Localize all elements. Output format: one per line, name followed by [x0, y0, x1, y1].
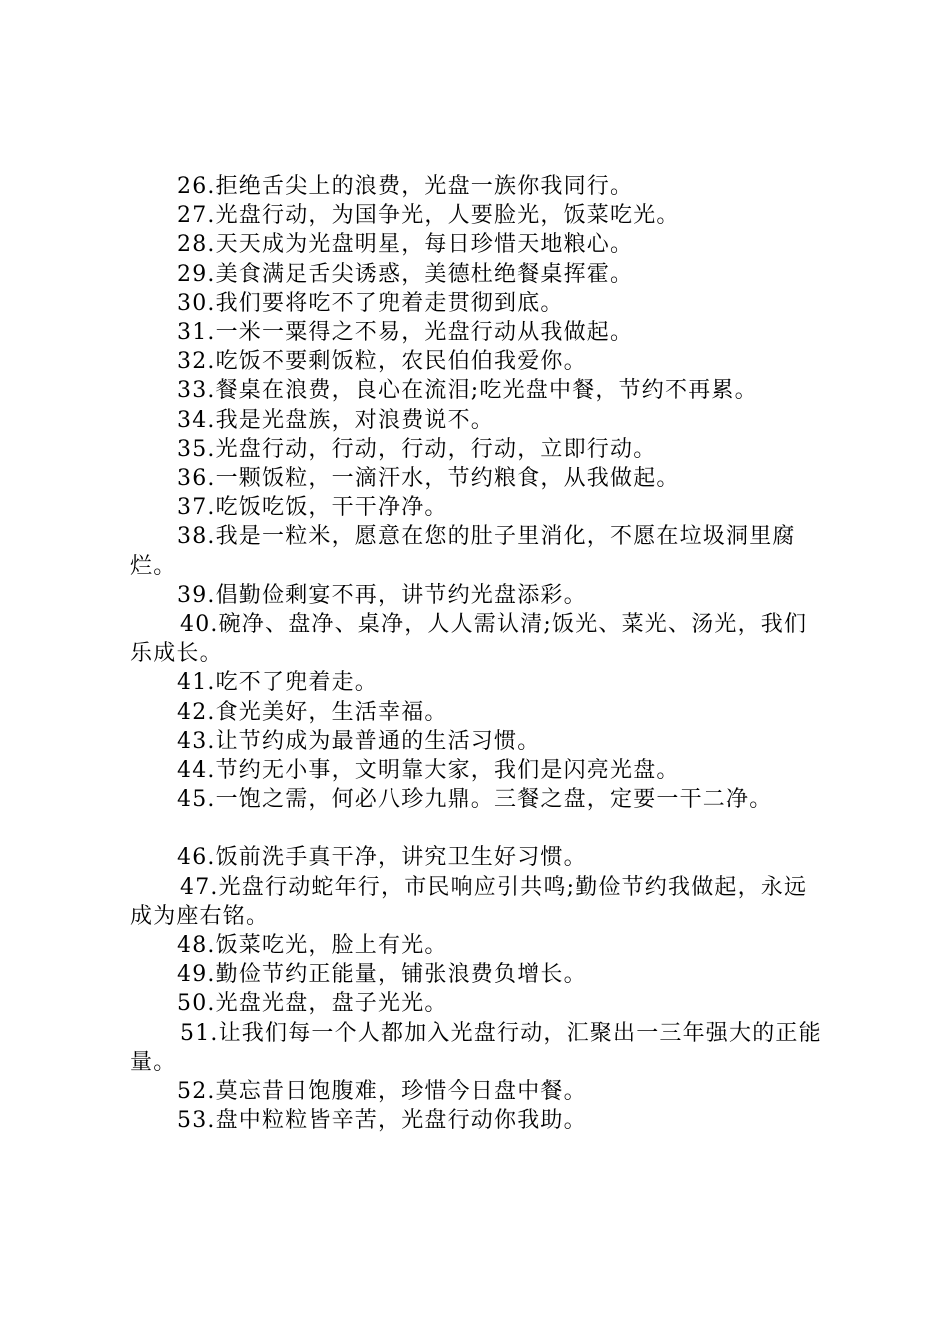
list-item: 34.我是光盘族，对浪费说不。	[177, 407, 494, 433]
list-item: 47.光盘行动蛇年行，市民响应引共鸣;勤俭节约我做起，永远成为座右铭。	[130, 874, 808, 929]
list-item: 39.倡勤俭剩宴不再，讲节约光盘添彩。	[177, 582, 587, 608]
paragraph-gap	[130, 814, 830, 843]
list-item: 38.我是一粒米，愿意在您的肚子里消化，不愿在垃圾洞里腐烂。	[130, 524, 796, 579]
list-item: 31.一米一粟得之不易，光盘行动从我做起。	[177, 320, 634, 346]
list-item: 46.饭前洗手真干净，讲究卫生好习惯。	[177, 845, 587, 871]
list-item: 52.莫忘昔日饱腹难，珍惜今日盘中餐。	[177, 1079, 587, 1105]
list-item: 43.让节约成为最普通的生活习惯。	[177, 728, 541, 754]
list-item: 50.光盘光盘，盘子光光。	[177, 991, 448, 1017]
list-item: 49.勤俭节约正能量，铺张浪费负增长。	[177, 962, 587, 988]
list-item: 40.碗净、盘净、桌净，人人需认清;饭光、菜光、汤光，我们乐成长。	[130, 612, 808, 667]
list-item: 45.一饱之需，何必八珍九鼎。三餐之盘，定要一干二净。	[177, 787, 773, 813]
list-item: 33.餐桌在浪费，良心在流泪;吃光盘中餐，节约不再累。	[177, 378, 758, 404]
list-item: 51.让我们每一个人都加入光盘行动，汇聚出一三年强大的正能量。	[130, 1020, 822, 1075]
list-item: 26.拒绝舌尖上的浪费，光盘一族你我同行。	[177, 174, 634, 199]
list-item: 41.吃不了兜着走。	[177, 670, 378, 696]
list-item: 27.光盘行动，为国争光，人要脸光，饭菜吃光。	[177, 203, 680, 229]
list-item: 37.吃饭吃饭，干干净净。	[177, 495, 448, 521]
list-item: 53.盘中粒粒皆辛苦，光盘行动你我助。	[177, 1108, 587, 1134]
list-item: 29.美食满足舌尖诱惑，美德杜绝餐桌挥霍。	[177, 261, 634, 287]
list-item: 35.光盘行动，行动，行动，行动，立即行动。	[177, 436, 657, 462]
list-item: 48.饭菜吃光，脸上有光。	[177, 933, 448, 959]
list-item: 28.天天成为光盘明星，每日珍惜天地粮心。	[177, 232, 634, 258]
list-item: 36.一颗饭粒，一滴汗水，节约粮食，从我做起。	[177, 466, 680, 492]
list-item: 30.我们要将吃不了兜着走贯彻到底。	[177, 290, 564, 316]
list-item: 42.食光美好，生活幸福。	[177, 699, 448, 725]
list-item: 44.节约无小事，文明靠大家，我们是闪亮光盘。	[177, 758, 680, 784]
list-item: 32.吃饭不要剩饭粒，农民伯伯我爱你。	[177, 349, 587, 375]
slogan-list	[130, 172, 830, 1136]
